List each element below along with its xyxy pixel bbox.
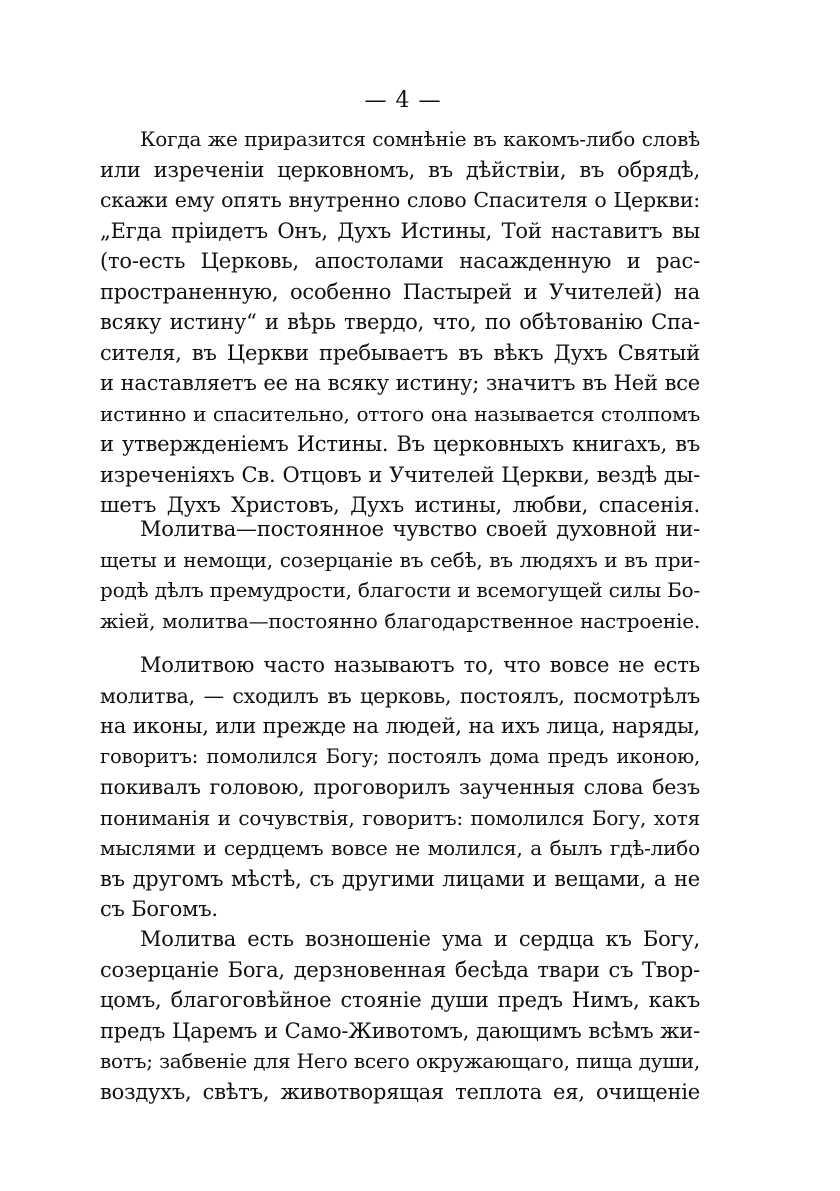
text-line: шетъ Духъ Христовъ, Духъ истины, любви, спасенія. (100, 493, 700, 517)
text-line: щеты и немощи, созерцаніе въ себѣ, въ людяхъ и въ при- (100, 547, 700, 572)
paragraph-doubt (100, 124, 700, 521)
text-line: или изреченіи церковномъ, въ дѣйствіи, въ обрядѣ, (100, 157, 700, 182)
text-line: скажи ему опять внутренно слово Спасителя о Церкви: (100, 188, 700, 212)
text-line: жіей, молитва—постоянно благодарственное настроеніе. (100, 608, 700, 633)
text-line: и утвержденіемъ Истины. Въ церковныхъ книгахъ, въ (100, 432, 700, 456)
text-line: предъ Царемъ и Само-Животомъ, дающимъ всѣмъ жи- (100, 1018, 700, 1043)
paragraph-prayer-feeling (100, 514, 700, 636)
text-line: вотъ; забвеніе для Него всего окружающаго, пища души, (100, 1049, 700, 1073)
text-line: Молитвою часто называютъ то, что вовсе не есть (140, 653, 700, 677)
text-line: молитва, — сходилъ въ церковь, постоялъ, посмотрѣлъ (100, 683, 700, 708)
text-line: и наставляетъ ее на всяку истину; значитъ въ Ней все (100, 371, 700, 395)
text-line: Молитва есть возношеніе ума и сердца къ Богу, (140, 927, 700, 951)
text-line: (то-есть Церковь, апостолами насажденную и рас- (100, 249, 700, 273)
text-line: родѣ дѣлъ премудрости, благости и всемогущей силы Бо- (100, 578, 700, 602)
text-line: на иконы, или прежде на людей, на ихъ лица, наряды, (100, 714, 700, 738)
text-line: изреченіяхъ Св. Отцовъ и Учителей Церкви, вездѣ ды- (100, 462, 700, 487)
text-line: всяку истину“ и вѣрь твердо, что, по обѣтованію Спа- (100, 310, 700, 334)
page-number: — 4 — (364, 88, 442, 113)
paragraph-false-prayer (100, 650, 700, 925)
text-line: покивалъ головою, проговорилъ заученныя слова безъ (100, 775, 700, 799)
text-line: „Егда пріидетъ Онъ, Духъ Истины, Той наставитъ вы (100, 218, 700, 243)
text-line: воздухъ, свѣтъ, животворящая теплота ея, очищеніе (100, 1079, 700, 1104)
text-line: пониманія и сочувствія, говоритъ: помолился Богу, хотя (100, 805, 700, 830)
text-line: созерцаніе Бога, дерзновенная бесѣда твари съ Твор- (100, 957, 700, 982)
text-line: съ Богомъ. (100, 897, 218, 921)
text-line: Молитва—постоянное чувство своей духовной ни- (140, 517, 700, 541)
text-line: мыслями и сердцемъ вовсе не молился, а былъ гдѣ-либо (100, 836, 700, 860)
text-line: говоритъ: помолился Богу; постоялъ дома предъ иконою, (100, 744, 700, 768)
text-line: сителя, въ Церкви пребываетъ въ вѣкъ Духъ Святый (100, 340, 700, 365)
text-line: Когда же приразится сомнѣніе въ какомъ-либо словѣ (140, 127, 700, 151)
paragraph-prayer-definition (100, 924, 700, 1107)
text-line: въ другомъ мѣстѣ, съ другими лицами и вещами, а не (100, 866, 700, 891)
text-line: пространенную, особенно Пастырей и Учителей) на (100, 279, 700, 304)
text-line: цомъ, благоговѣйное стояніе души предъ Нимъ, какъ (100, 988, 700, 1012)
text-line: истинно и спасительно, оттого она называется столпомъ (100, 401, 700, 426)
